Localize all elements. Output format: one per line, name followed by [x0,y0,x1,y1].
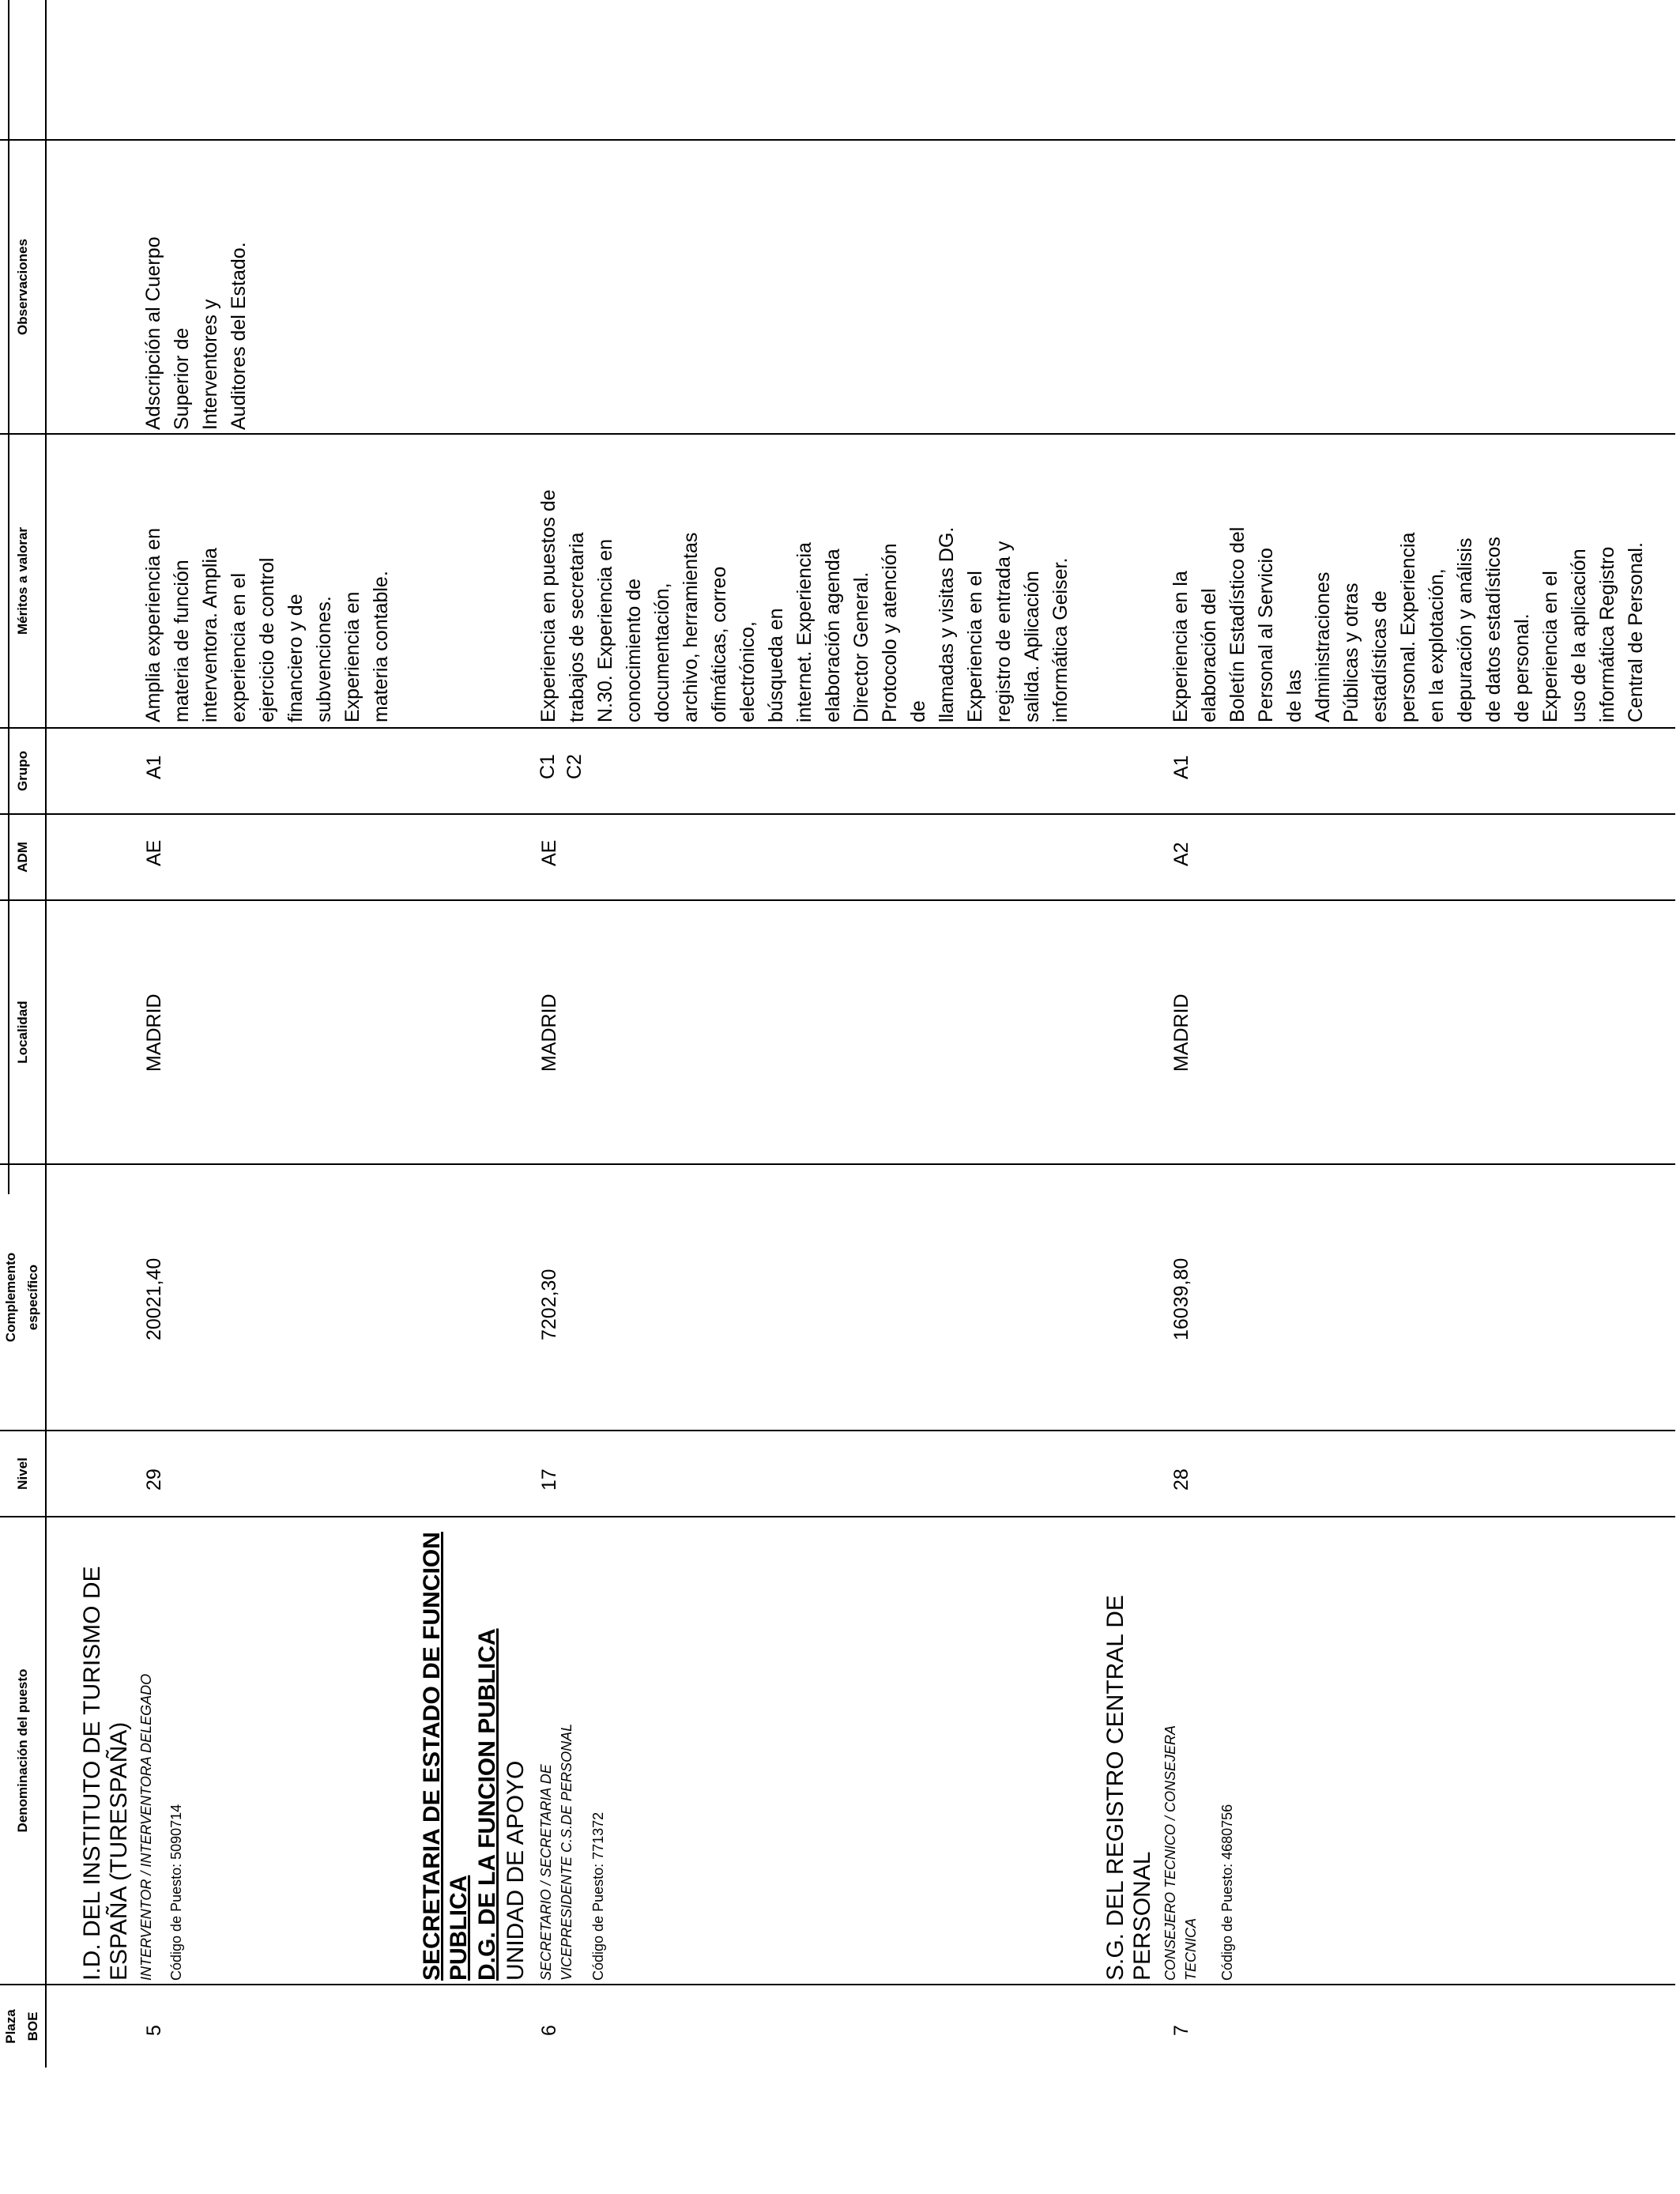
row6-grupo: C1 C2 [537,754,586,779]
row7-puesto: CONSEJERO TECNICO / CONSEJERA TECNICA [1162,1725,1199,1981]
col-line-nivel [0,1430,1675,1431]
row7-codigo: Código de Puesto: 4680756 [1219,1804,1235,1981]
row5-adm: AE [143,839,165,866]
row5-complemento: 20021,40 [143,1257,165,1340]
table-left-edge [8,0,9,1194]
row7-grupo: A1 [1170,755,1192,779]
row7-nivel: 28 [1170,1468,1192,1491]
header-denominacion: Denominación del puesto [15,1668,30,1833]
col-line-complemento [0,1163,1675,1165]
col-line-grupo [0,727,1675,729]
row6-meritos: Experiencia en puestos de trabajos de secretaria N.30. Experiencia en conocimiento de documentación, archivo, herramientas ofimáticas, correo electrónico, búsqueda en internet. Experiencia elaboración agenda Director General. Protocolo y atención de llamadas y visitas DG. Experiencia en el registro de entrada y salida. Aplicación informática Geiser. [537,489,1072,722]
row5-nivel: 29 [143,1468,165,1491]
header-observaciones: Observaciones [15,239,30,335]
col-line-denominacion [0,1516,1675,1517]
header-grupo: Grupo [15,751,30,791]
row6-nivel: 17 [538,1468,560,1491]
row7-complemento: 16039,80 [1170,1257,1192,1340]
header-plaza: Plaza BOE [3,2009,40,2044]
col-line-localidad [0,899,1675,901]
row7-localidad: MADRID [1170,993,1192,1072]
row6-codigo: Código de Puesto: 771372 [590,1811,606,1981]
row6-localidad: MADRID [538,993,560,1072]
row6-secretaria-estado: SECRETARIA DE ESTADO DE FUNCION PUBLICA [419,1532,472,1981]
row6-puesto: SECRETARIO / SECRETARIA DE VICEPRESIDENTE C.S.DE PERSONAL [538,1723,574,1981]
col-line-adm [0,813,1675,815]
row5-grupo: A1 [143,755,165,779]
row5-plaza: 5 [143,2025,165,2036]
row7-unidad: S.G. DEL REGISTRO CENTRAL DE PERSONAL [1102,1595,1155,1981]
row6-plaza: 6 [538,2025,560,2036]
header-adm: ADM [15,842,30,873]
row5-codigo: Código de Puesto: 5090714 [168,1804,184,1981]
row7-adm: A2 [1170,842,1192,866]
col-line-meritos [0,433,1675,435]
row6-adm: AE [538,839,560,866]
row6-complemento: 7202,30 [538,1269,560,1340]
row5-observaciones: Adscripción al Cuerpo Superior de Interventores y Auditores del Estado. [142,236,250,430]
row7-plaza: 7 [1170,2025,1192,2036]
header-localidad: Localidad [15,1001,30,1064]
row7-meritos: Experiencia en la elaboración del Boletín Estadístico del Personal al Servicio de las Administraciones Públicas y otras estadísticas de personal. Experiencia en la explotación, depuración y análisis de datos estadísticos de personal. Experiencia en el uso de la aplicación informática Registro Central de Personal. [1170,526,1647,722]
row6-direccion-general: D.G. DE LA FUNCION PUBLICA [474,1628,500,1981]
row5-puesto: INTERVENTOR / INTERVENTORA DELEGADO [138,1673,154,1981]
header-nivel: Nivel [15,1457,30,1490]
header-complemento: Complemento específico [3,1252,40,1343]
row5-meritos: Amplia experiencia en materia de función interventora. Amplia experiencia en el ejercicio de control financiero y de subvenciones. Experiencia en materia contable. [142,528,392,722]
col-line-plaza [0,1984,1675,1985]
header-separator-line [45,0,47,2068]
row6-unidad: UNIDAD DE APOYO [503,1760,529,1981]
header-meritos: Méritos a valorar [15,526,30,635]
row5-localidad: MADRID [143,993,165,1072]
col-line-right [0,139,1675,141]
row5-unidad: I.D. DEL INSTITUTO DE TURISMO DE ESPAÑA (TURESPAÑA) [79,1566,132,1981]
